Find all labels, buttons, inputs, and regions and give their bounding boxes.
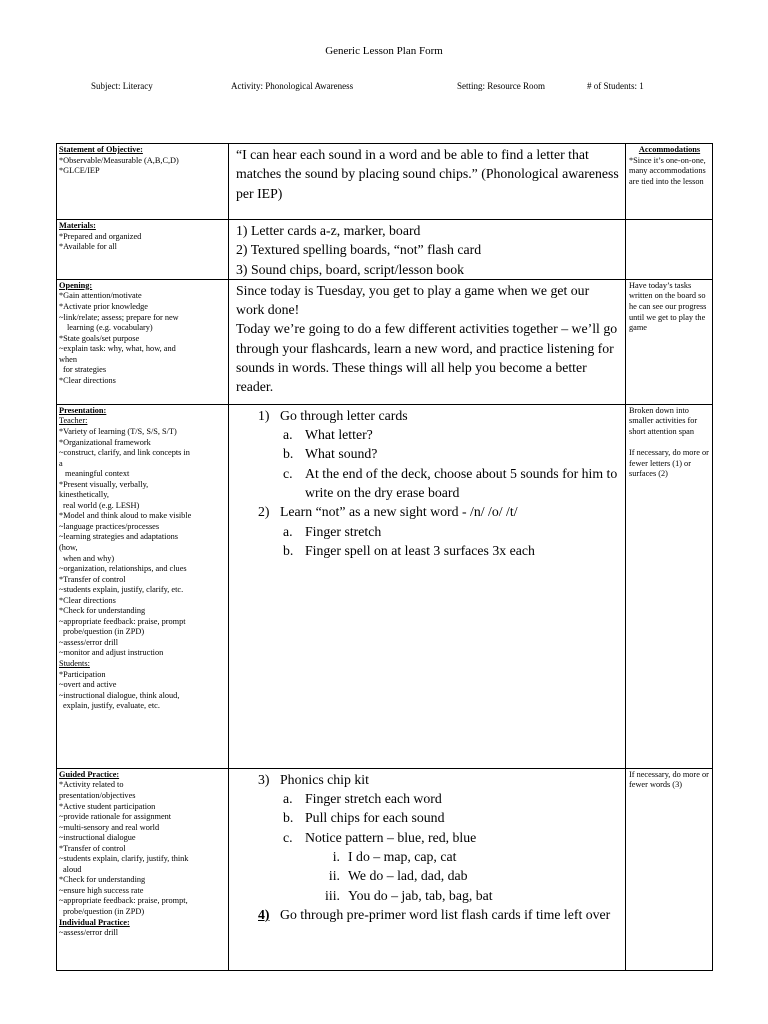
- materials-item: 1) Letter cards a-z, marker, board: [236, 223, 421, 238]
- substep-letter: c.: [283, 829, 293, 845]
- criteria-line: (how,: [59, 543, 78, 552]
- criteria-line: *Observable/Measurable (A,B,C,D): [59, 155, 179, 165]
- step-text: Learn “not” as a new sight word - /n/ /o/ /t/: [280, 504, 518, 520]
- criteria-line: *Activity related to: [59, 780, 124, 790]
- step-item: [236, 502, 620, 521]
- subsubstep-item: [236, 886, 620, 905]
- criteria-line: *Clear directions: [59, 375, 116, 385]
- substep-item: [236, 444, 620, 463]
- objective-statement: “I can hear each sound in a word and be able to find a letter that matches the sound by placing sound chips.” (Phonological awareness per IEP): [236, 147, 619, 201]
- objective-criteria: [57, 144, 228, 177]
- guided-accommodation: If necessary, do more or fewer words (3): [629, 769, 709, 790]
- materials-item: 2) Textured spelling boards, “not” flash card: [236, 242, 482, 258]
- opening-paragraph: Since today is Tuesday, you get to play a game when we get our work done!: [236, 282, 590, 318]
- criteria-line: *Transfer of control: [59, 574, 126, 584]
- criteria-line: ~overt and active: [59, 680, 117, 690]
- materials-row: [57, 220, 713, 280]
- criteria-line: *Transfer of control: [59, 843, 126, 853]
- opening-criteria: [57, 280, 228, 386]
- criteria-line: for strategies: [63, 365, 107, 375]
- presentation-steps: [229, 405, 625, 560]
- criteria-line: ~monitor and adjust instruction: [59, 648, 164, 658]
- criteria-line: *Organizational framework: [59, 437, 151, 447]
- criteria-line: *Check for understanding: [59, 606, 146, 616]
- criteria-line: ~link/relate; assess; prepare for new: [59, 312, 179, 322]
- substep-letter: a.: [283, 523, 293, 539]
- criteria-line: *GLCE/IEP: [59, 166, 100, 176]
- objective-heading: Statement of Objective:: [59, 145, 143, 154]
- substep-letter: a.: [283, 791, 293, 807]
- criteria-line: *Gain attention/motivate: [59, 291, 142, 301]
- criteria-line: *Activate prior knowledge: [59, 301, 148, 311]
- opening-heading: Opening:: [59, 280, 93, 290]
- subsubstep-text: You do – jab, tab, bag, bat: [348, 887, 493, 903]
- substep-text: Finger spell on at least 3 surfaces 3x each: [305, 542, 535, 558]
- criteria-line: ~ensure high success rate: [59, 885, 144, 895]
- substep-text: At the end of the deck, choose about 5 sounds for him to write on the dry erase board: [305, 465, 618, 501]
- substep-item: [236, 828, 620, 847]
- presentation-accommodation: If necessary, do more or fewer letters (1) or surfaces (2): [629, 448, 709, 479]
- guided-steps: [229, 769, 625, 924]
- substep-item: [236, 425, 620, 444]
- objective-row: [57, 144, 713, 220]
- subsubstep-item: [236, 866, 620, 885]
- criteria-line: meaningful context: [65, 469, 130, 479]
- criteria-line: ~students explain, clarify, justify, think: [59, 854, 189, 864]
- substep-item: [236, 464, 620, 503]
- document-title: Generic Lesson Plan Form: [325, 45, 443, 57]
- step-item: [236, 905, 620, 924]
- criteria-line: probe/question (in ZPD): [63, 627, 145, 637]
- subsubstep-numeral: ii.: [328, 868, 340, 884]
- criteria-line: kinesthetically,: [59, 490, 109, 500]
- step-number: 2): [258, 504, 270, 520]
- substep-text: Pull chips for each sound: [305, 810, 445, 826]
- criteria-line: ~construct, clarify, and link concepts in: [59, 448, 190, 458]
- guided-criteria: [57, 769, 228, 939]
- criteria-line: probe/question (in ZPD): [63, 907, 145, 916]
- presentation-row: [57, 404, 713, 768]
- criteria-line: ~language practices/processes: [59, 521, 160, 531]
- individual-practice-heading: Individual Practice:: [59, 917, 130, 927]
- criteria-line: learning (e.g. vocabulary): [67, 323, 153, 333]
- guided-practice-heading: Guided Practice:: [59, 769, 120, 779]
- criteria-line: *Variety of learning (T/S, S/S, S/T): [59, 426, 177, 436]
- criteria-line: aloud: [63, 864, 82, 874]
- materials-item: 3) Sound chips, board, script/lesson book: [236, 261, 465, 277]
- guided-practice-row: [57, 768, 713, 970]
- subsubstep-text: I do – map, cap, cat: [348, 849, 457, 865]
- subsubstep-item: [236, 847, 620, 866]
- criteria-line: *State goals/set purpose: [59, 333, 140, 343]
- substep-text: Finger stretch: [305, 523, 382, 539]
- materials-criteria: [57, 220, 228, 253]
- criteria-line: *Clear directions: [59, 595, 116, 605]
- step-text: Go through pre-primer word list flash cards if time left over: [280, 906, 611, 922]
- criteria-line: ~provide rationale for assignment: [59, 812, 172, 822]
- criteria-line: when and why): [63, 553, 115, 563]
- substep-item: [236, 541, 620, 560]
- criteria-line: ~multi-sensory and real world: [59, 822, 160, 832]
- substep-text: What sound?: [305, 446, 378, 462]
- activity-label: Activity: Phonological Awareness: [231, 81, 354, 91]
- subsubstep-numeral: iii.: [325, 887, 340, 903]
- materials-list: [229, 220, 625, 279]
- opening-script: [229, 280, 625, 397]
- lesson-plan-table: [56, 143, 713, 971]
- step-text: Phonics chip kit: [280, 771, 369, 787]
- substep-item: [236, 522, 620, 541]
- criteria-line: *Active student participation: [59, 801, 156, 811]
- substep-letter: a.: [283, 427, 293, 443]
- criteria-line: *Present visually, verbally,: [59, 479, 149, 489]
- presentation-criteria: [57, 405, 228, 712]
- criteria-line: ~learning strategies and adaptations: [59, 532, 178, 542]
- substep-letter: b.: [283, 446, 294, 462]
- criteria-line: ~organization, relationships, and clues: [59, 564, 187, 574]
- substep-text: What letter?: [305, 427, 373, 443]
- step-item: [236, 770, 620, 789]
- step-item: [236, 406, 620, 425]
- substep-text: Notice pattern – blue, red, blue: [305, 829, 477, 845]
- presentation-heading: Presentation:: [59, 405, 107, 415]
- criteria-line: ~assess/error drill: [59, 928, 119, 938]
- criteria-line: *Participation: [59, 669, 106, 679]
- materials-heading: Materials:: [59, 221, 96, 230]
- criteria-line: ~appropriate feedback: praise, prompt,: [59, 896, 188, 906]
- presentation-accommodations: [626, 405, 712, 480]
- criteria-line: ~students explain, justify, clarify, etc.: [59, 585, 184, 595]
- step-text: Go through letter cards: [280, 407, 408, 423]
- substep-item: [236, 789, 620, 808]
- criteria-line: real world (e.g. LESH): [63, 500, 140, 510]
- subject-label: Subject: Literacy: [91, 81, 153, 91]
- criteria-line: *Model and think aloud to make visible: [59, 511, 192, 521]
- substep-text: Finger stretch each word: [305, 791, 442, 807]
- presentation-accommodation: Broken down into smaller activities for short attention span: [629, 405, 698, 437]
- teacher-subheading: Teacher:: [59, 416, 88, 426]
- accommodations-heading: Accommodations: [638, 145, 701, 154]
- opening-paragraph: Today we’re going to do a few different activities together – we’ll go through your flashcards, learn a new word, and practice listening for sounds in words. These things will all help you become a better reader.: [236, 321, 618, 395]
- criteria-line: ~assess/error drill: [59, 637, 119, 647]
- step-number: 4): [258, 906, 270, 922]
- substep-item: [236, 808, 620, 827]
- opening-row: [57, 279, 713, 404]
- setting-label: Setting: Resource Room: [457, 81, 545, 91]
- substep-letter: b.: [283, 542, 294, 558]
- opening-accommodation: Have today’s tasks written on the board so he can see our progress until we get to play the game: [629, 280, 707, 333]
- students-subheading: Students:: [59, 659, 90, 669]
- criteria-line: *Available for all: [59, 242, 117, 252]
- criteria-line: ~instructional dialogue: [59, 833, 136, 843]
- subsubstep-numeral: i.: [332, 849, 340, 865]
- criteria-line: when: [59, 354, 77, 364]
- criteria-line: a: [59, 458, 63, 468]
- criteria-line: ~appropriate feedback: praise, prompt: [59, 616, 186, 626]
- criteria-line: explain, justify, evaluate, etc.: [63, 701, 160, 711]
- step-number: 1): [258, 407, 270, 423]
- students-count-label: # of Students: 1: [587, 81, 644, 91]
- substep-letter: b.: [283, 810, 294, 826]
- criteria-line: ~explain task: why, what, how, and: [59, 344, 176, 354]
- criteria-line: *Check for understanding: [59, 875, 146, 885]
- substep-letter: c.: [283, 465, 293, 481]
- criteria-line: presentation/objectives: [59, 790, 136, 800]
- objective-accommodation: *Since it’s one-on-one, many accommodations are tied into the lesson: [629, 155, 706, 186]
- criteria-line: ~instructional dialogue, think aloud,: [59, 690, 180, 700]
- step-number: 3): [258, 771, 270, 787]
- criteria-line: *Prepared and organized: [59, 231, 142, 241]
- subsubstep-text: We do – lad, dad, dab: [348, 868, 468, 884]
